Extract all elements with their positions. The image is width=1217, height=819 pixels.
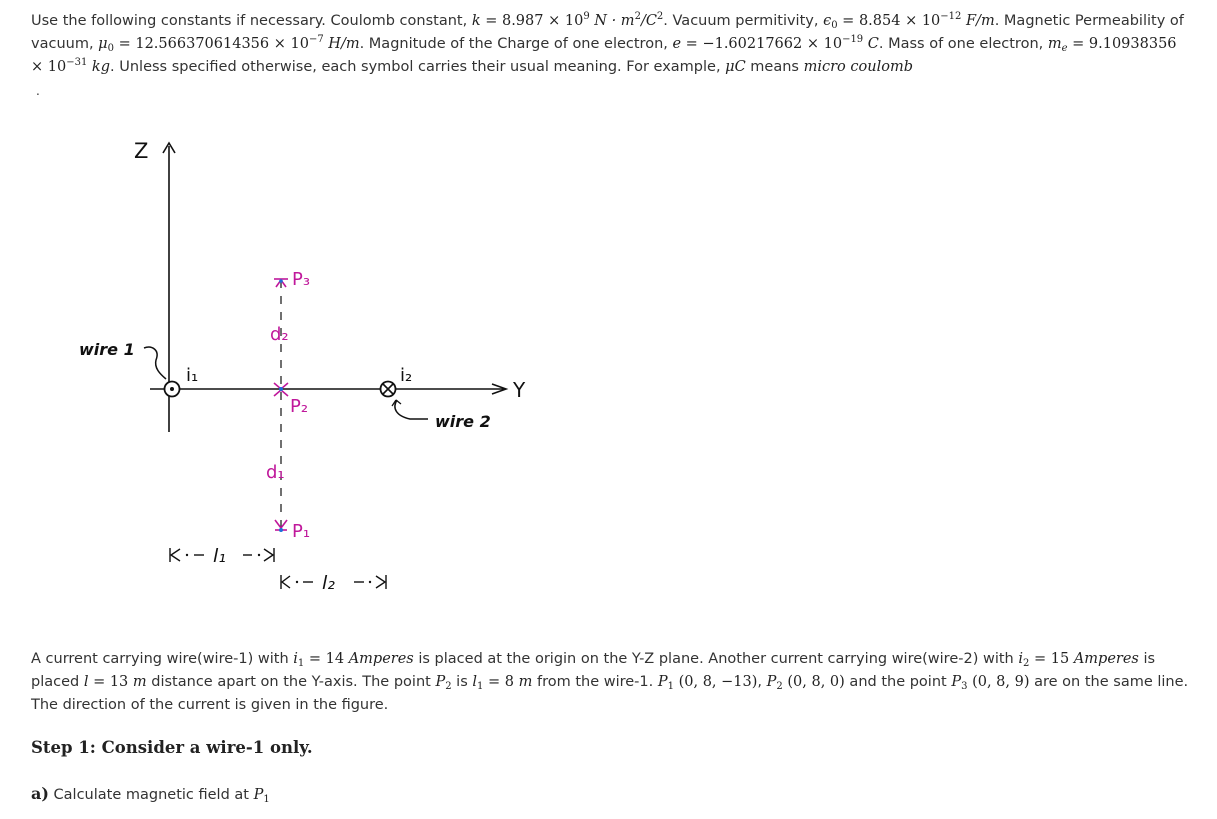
math-p: P xyxy=(435,674,446,690)
math-value: = 9.10938356 × 10 xyxy=(31,36,1177,75)
math-exponent: 2 xyxy=(656,11,664,22)
wire-1-label: wire 1 xyxy=(79,340,135,359)
math-subscript: 3 xyxy=(961,681,968,692)
math-coordinates: (0, 8, 0) xyxy=(782,674,845,690)
text: is placed at the origin on the Y-Z plane. Another current carrying wire(wire-2) with xyxy=(413,651,1019,667)
text: are on the same line. The direction of the current is given in the figure. xyxy=(31,674,1189,713)
text: distance apart on the Y-axis. The point xyxy=(146,674,436,690)
text: . Magnitude of the Charge of one electron, xyxy=(359,36,673,52)
math-mu: μ xyxy=(98,36,108,52)
math-subscript: 2 xyxy=(445,681,452,692)
wire-2-cross-symbol xyxy=(381,382,396,397)
p1-label: P₁ xyxy=(292,521,311,542)
math-unit: kg xyxy=(87,59,111,75)
math-subscript: 1 xyxy=(297,658,305,669)
math-l: l xyxy=(472,674,478,690)
stray-dot: . xyxy=(36,84,40,98)
i2-label: i₂ xyxy=(400,365,413,386)
math-unit: F/m xyxy=(961,13,995,29)
math-p: P xyxy=(657,674,668,690)
math-value: = 8.854 × 10 xyxy=(837,13,941,29)
math-e: e xyxy=(672,36,682,52)
math-subscript: 2 xyxy=(1023,658,1030,669)
question-a xyxy=(31,784,270,803)
i1-label: i₁ xyxy=(186,365,199,386)
math-words: micro coulomb xyxy=(803,59,913,75)
text: is placed xyxy=(31,651,1156,690)
text: from the wire-1. xyxy=(532,674,658,690)
text: . Magnetic Permeability of vacuum, xyxy=(31,13,1184,52)
math-i: i xyxy=(1018,651,1023,667)
text: , xyxy=(757,674,767,690)
wire-1-pointer xyxy=(144,347,166,379)
math-p: P xyxy=(766,674,777,690)
text: is xyxy=(451,674,473,690)
text: A current carrying wire(wire-1) with xyxy=(31,651,294,667)
math-exponent: −7 xyxy=(308,34,324,45)
l1-label: l₁ xyxy=(213,545,226,567)
problem-paragraph xyxy=(31,648,1191,717)
math-k: k xyxy=(471,13,481,29)
math-exponent: −31 xyxy=(66,57,88,68)
math-value: = 15 xyxy=(1029,651,1074,667)
math-unit: m xyxy=(518,674,533,690)
math-subscript: 1 xyxy=(477,681,484,692)
math-exponent: 9 xyxy=(583,11,590,22)
math-exponent: −12 xyxy=(940,11,962,22)
math-uc: μC xyxy=(725,59,746,75)
text: . Unless specified otherwise, each symbol carries their usual meaning. For example, xyxy=(110,59,726,75)
math-subscript: 1 xyxy=(667,681,674,692)
d2-label: d₂ xyxy=(270,324,289,345)
math-subscript: 2 xyxy=(776,681,783,692)
d1-label: d₁ xyxy=(266,462,285,483)
math-unit: /C xyxy=(640,13,657,29)
math-unit: N · m xyxy=(589,13,635,29)
math-unit: C xyxy=(863,36,879,52)
math-p: P xyxy=(253,787,264,803)
math-value: = −1.60217662 × 10 xyxy=(681,36,843,52)
step-heading: Step 1: Consider a wire-1 only. xyxy=(31,738,313,757)
text: means xyxy=(745,59,804,75)
text: Use the following constants if necessary. Coulomb constant, xyxy=(31,13,472,29)
math-unit: H/m xyxy=(323,36,360,52)
wire-2-label: wire 2 xyxy=(435,412,491,431)
math-p: P xyxy=(951,674,962,690)
text: and the point xyxy=(844,674,952,690)
p2-label: P₂ xyxy=(290,396,309,417)
math-unit: Amperes xyxy=(348,651,414,667)
math-subscript: 0 xyxy=(107,43,114,54)
math-unit: m xyxy=(132,674,147,690)
question-letter: a) xyxy=(31,784,49,803)
math-value: = 12.566370614356 × 10 xyxy=(113,36,309,52)
math-coordinates: (0, 8, −13) xyxy=(674,674,758,690)
math-value: = 8 xyxy=(483,674,519,690)
math-value: = 8.987 × 10 xyxy=(480,13,584,29)
question-text: Calculate magnetic field at xyxy=(48,787,254,803)
math-exponent: 2 xyxy=(634,11,641,22)
wire-2-pointer-head xyxy=(392,400,401,406)
math-coordinates: (0, 8, 9) xyxy=(967,674,1030,690)
math-exponent: −19 xyxy=(842,34,864,45)
math-l: l xyxy=(83,674,89,690)
wire-1-dot-symbol xyxy=(165,382,180,397)
math-subscript: 0 xyxy=(831,20,838,31)
math-subscript: 1 xyxy=(263,794,270,805)
text: . Vacuum permitivity, xyxy=(663,13,824,29)
z-axis-label: Z xyxy=(134,139,149,163)
math-m: m xyxy=(1047,36,1062,52)
math-i: i xyxy=(293,651,298,667)
y-axis-label: Y xyxy=(513,378,526,402)
p3-label: P₃ xyxy=(292,269,311,290)
l2-label: l₂ xyxy=(322,572,335,594)
math-subscript: e xyxy=(1061,43,1068,54)
math-value: = 13 xyxy=(88,674,133,690)
math-value: = 14 xyxy=(304,651,349,667)
math-epsilon: ϵ xyxy=(823,13,832,29)
text: . Mass of one electron, xyxy=(878,36,1048,52)
math-unit: Amperes xyxy=(1073,651,1139,667)
